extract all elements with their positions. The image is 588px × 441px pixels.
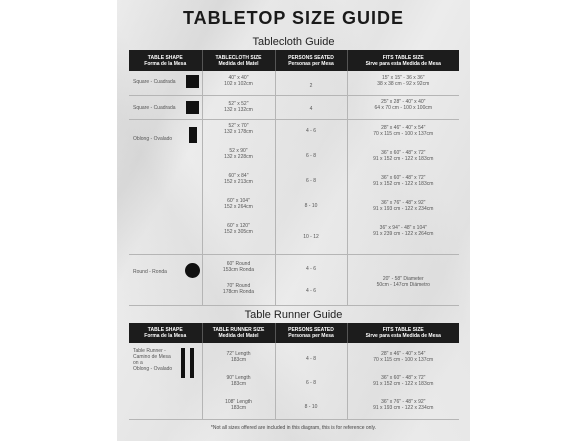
size-cell: 52" x 70" 132 x 178cm 52 x 90" 132 x 228cm 60" x 84" 152 x 213cm 60" x 104" 152 x 264cm 60" x 120" 152 x 305cm [202, 119, 275, 254]
fits-cell: 20" - 58" Diameter 50cm - 147cm Diámetro [347, 254, 459, 305]
footnote: *Not all sizes offered are included in this diagram, this is for reference only. [210, 425, 377, 431]
fits-cell: 28" x 46" - 40" x 54" 70 x 115 cm - 100 x 137cm 36" x 60" - 48" x 72" 91 x 152 cm - 122 x 183cm 36" x 76" - 48" x 92" 91 x 193 cm - 122 x 234cm [347, 343, 459, 419]
persons-cell: 2 [275, 71, 347, 95]
table-row [129, 71, 459, 95]
round-icon [185, 263, 200, 278]
size-guide-sheet [117, 0, 470, 441]
square-icon [186, 101, 199, 114]
header-persons-seated: PERSONS SEATED Personas per Mesa [275, 50, 347, 71]
shape-cell: Oblong - Ovalado [129, 119, 202, 254]
tablecloth-guide-heading: Tablecloth Guide [252, 36, 335, 48]
table-row [129, 254, 459, 305]
fits-cell: 15" x 15" - 36 x 36" 38 x 38 cm - 92 x 92cm [347, 71, 459, 95]
shape-cell: Square - Cuadrada [129, 95, 202, 119]
shape-cell: Table Runner - Camino de Mesa on a Oblong - Ovalado [129, 343, 202, 419]
header-table-shape: TABLE SHAPE Forma de la Mesa [129, 50, 202, 71]
size-cell: 72" Length 183cm 90" Length 183cm 108" Length 183cm [202, 343, 275, 419]
table-runner-table [129, 323, 459, 420]
table-runner-guide-heading: Table Runner Guide [244, 309, 343, 321]
shape-cell: Round - Ronda [129, 254, 202, 305]
header-table-shape: TABLE SHAPE Forma de la Mesa [129, 323, 202, 343]
header-fits-table-size: FITS TABLE SIZE Sirve para esta Medida de Mesa [347, 323, 459, 343]
header-fits-table-size: FITS TABLE SIZE Sirve para esta Medida de Mesa [347, 50, 459, 71]
persons-cell: 4 - 6 6 - 8 6 - 8 8 - 10 10 - 12 [275, 119, 347, 254]
persons-cell: 4 - 8 6 - 8 8 - 10 [275, 343, 347, 419]
fits-cell: 28" x 46" - 40" x 54" 70 x 115 cm - 100 x 137cm 36" x 60" - 48" x 72" 91 x 152 cm - 122 x 183cm 36" x 60" - 48" x 72" 91 x 152 cm - 122 x 183cm 36" x 76" - 48" x 92" 91 x 193 cm - 122 x 234cm 36" x 94" - 48" x 104" 91 x 239 cm - 122 x 264cm [347, 119, 459, 254]
oblong-icon [189, 127, 197, 143]
header-tablecloth-size: TABLECLOTH SIZE Medida del Matel [202, 50, 275, 71]
size-cell: 40" x 40" 102 x 102cm [202, 71, 275, 95]
size-cell: 60" Round 153cm Ronda 70" Round 178cm Ronda [202, 254, 275, 305]
page-title: TABLETOP SIZE GUIDE [182, 8, 405, 28]
persons-cell: 4 - 6 4 - 6 [275, 254, 347, 305]
tablecloth-table [129, 50, 459, 306]
shape-cell: Square - Cuadrada [129, 71, 202, 95]
table-row [129, 95, 459, 119]
table-row [129, 343, 459, 419]
persons-cell: 4 [275, 95, 347, 119]
size-cell: 52" x 52" 132 x 132cm [202, 95, 275, 119]
header-persons-seated: PERSONS SEATED Personas per Mesa [275, 323, 347, 343]
fits-cell: 25" x 28" - 40" x 40" 64 x 70 cm - 100 x 100cm [347, 95, 459, 119]
table-row [129, 119, 459, 254]
header-table-runner-size: TABLE RUNNER SIZE Medida del Matel [202, 323, 275, 343]
square-icon [186, 75, 199, 88]
